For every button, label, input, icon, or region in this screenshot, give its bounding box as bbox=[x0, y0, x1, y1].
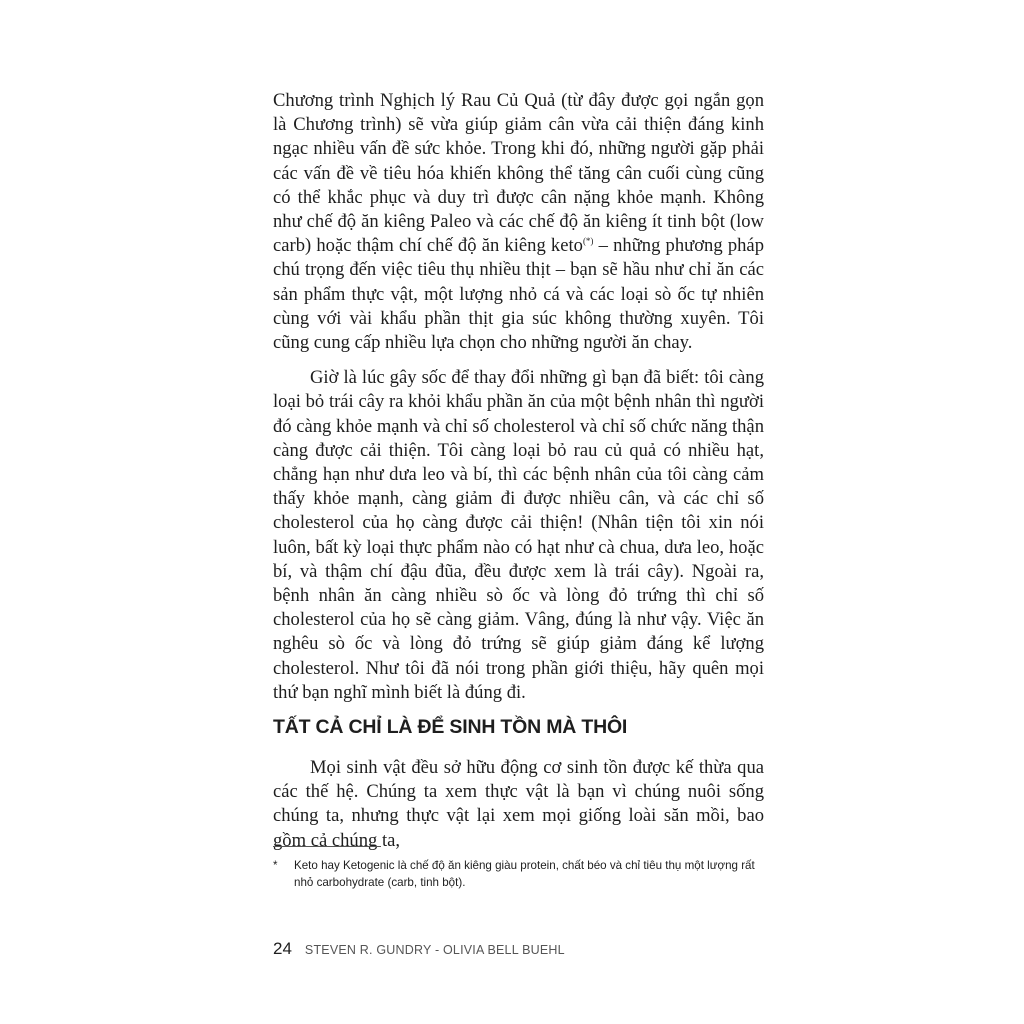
page-footer bbox=[273, 939, 565, 959]
page-number: 24 bbox=[273, 939, 292, 958]
paragraph-2: Giờ là lúc gây sốc để thay đổi những gì bạn đã biết: tôi càng loại bỏ trái cây ra khỏi khẩu phần ăn của một bệnh nhân thì người đó càng khỏe mạnh và chỉ số cholesterol và chỉ số chức năng thận càng được cải thiện. Tôi càng loại bỏ rau củ quả có nhiều hạt, chẳng hạn như dưa leo và bí, thì các bệnh nhân của tôi càng cảm thấy khỏe mạnh, càng giảm đi được nhiều cân, và các chỉ số cholesterol của họ càng được cải thiện! (Nhân tiện tôi xin nói luôn, bất kỳ loại thực phẩm nào có hạt như cà chua, dưa leo, hoặc bí, và thậm chí đậu đũa, đều được xem là trái cây). Ngoài ra, bệnh nhân ăn càng nhiều sò ốc và lòng đỏ trứng thì chỉ số cholesterol của họ sẽ càng giảm. Vâng, đúng là như vậy. Việc ăn nghêu sò ốc và lòng đỏ trứng sẽ giúp giảm đáng kể lượng cholesterol. Như tôi đã nói trong phần giới thiệu, hãy quên mọi thứ bạn nghĩ mình biết là đúng đi. bbox=[273, 367, 764, 703]
paragraph-1-text: Chương trình Nghịch lý Rau Củ Quả (từ đây được gọi ngắn gọn là Chương trình) sẽ vừa giúp giảm cân vừa cải thiện đáng kinh ngạc nhiều vấn đề sức khỏe. Trong khi đó, những người gặp phải các vấn đề về tiêu hóa khiến không thể tăng cân cuối cùng cũng có thể khắc phục và duy trì được cân nặng khỏe mạnh. Không như chế độ ăn kiêng Paleo và các chế độ ăn kiêng ít tinh bột (low carb) hoặc thậm chí chế độ ăn kiêng keto bbox=[273, 90, 764, 257]
footnote-divider bbox=[273, 846, 381, 847]
body-text bbox=[273, 89, 764, 705]
paragraph-1-text-cont: – những phương pháp chú trọng đến việc tiêu thụ nhiều thịt – bạn sẽ hầu như chỉ ăn các sản phẩm thực vật, một lượng nhỏ cá và các loại sò ốc tự nhiên cùng với vài khẩu phần thịt gia súc không thường xuyên. Tôi cũng cung cấp nhiều lựa chọn cho những người ăn chay. bbox=[273, 235, 764, 354]
footnote-reference: (*) bbox=[582, 236, 594, 247]
footnote-text: Keto hay Ketogenic là chế độ ăn kiêng giàu protein, chất béo và chỉ tiêu thụ một lượng rất nhỏ carbohydrate (carb, tinh bột). bbox=[294, 859, 755, 889]
section-body bbox=[273, 756, 764, 853]
section-paragraph-1: Mọi sinh vật đều sở hữu động cơ sinh tồn được kế thừa qua các thế hệ. Chúng ta xem thực vật là bạn vì chúng nuôi sống chúng ta, nhưng thực vật lại xem mọi giống loài săn mồi, bao gồm cả chúng ta, bbox=[273, 757, 764, 851]
running-head: STEVEN R. GUNDRY - OLIVIA BELL BUEHL bbox=[304, 943, 565, 957]
footnote-mark: * bbox=[273, 859, 278, 872]
footnote bbox=[273, 857, 773, 891]
paragraph-1 bbox=[273, 89, 764, 355]
section-heading: TẤT CẢ CHỈ LÀ ĐỂ SINH TỒN MÀ THÔI bbox=[273, 716, 628, 738]
